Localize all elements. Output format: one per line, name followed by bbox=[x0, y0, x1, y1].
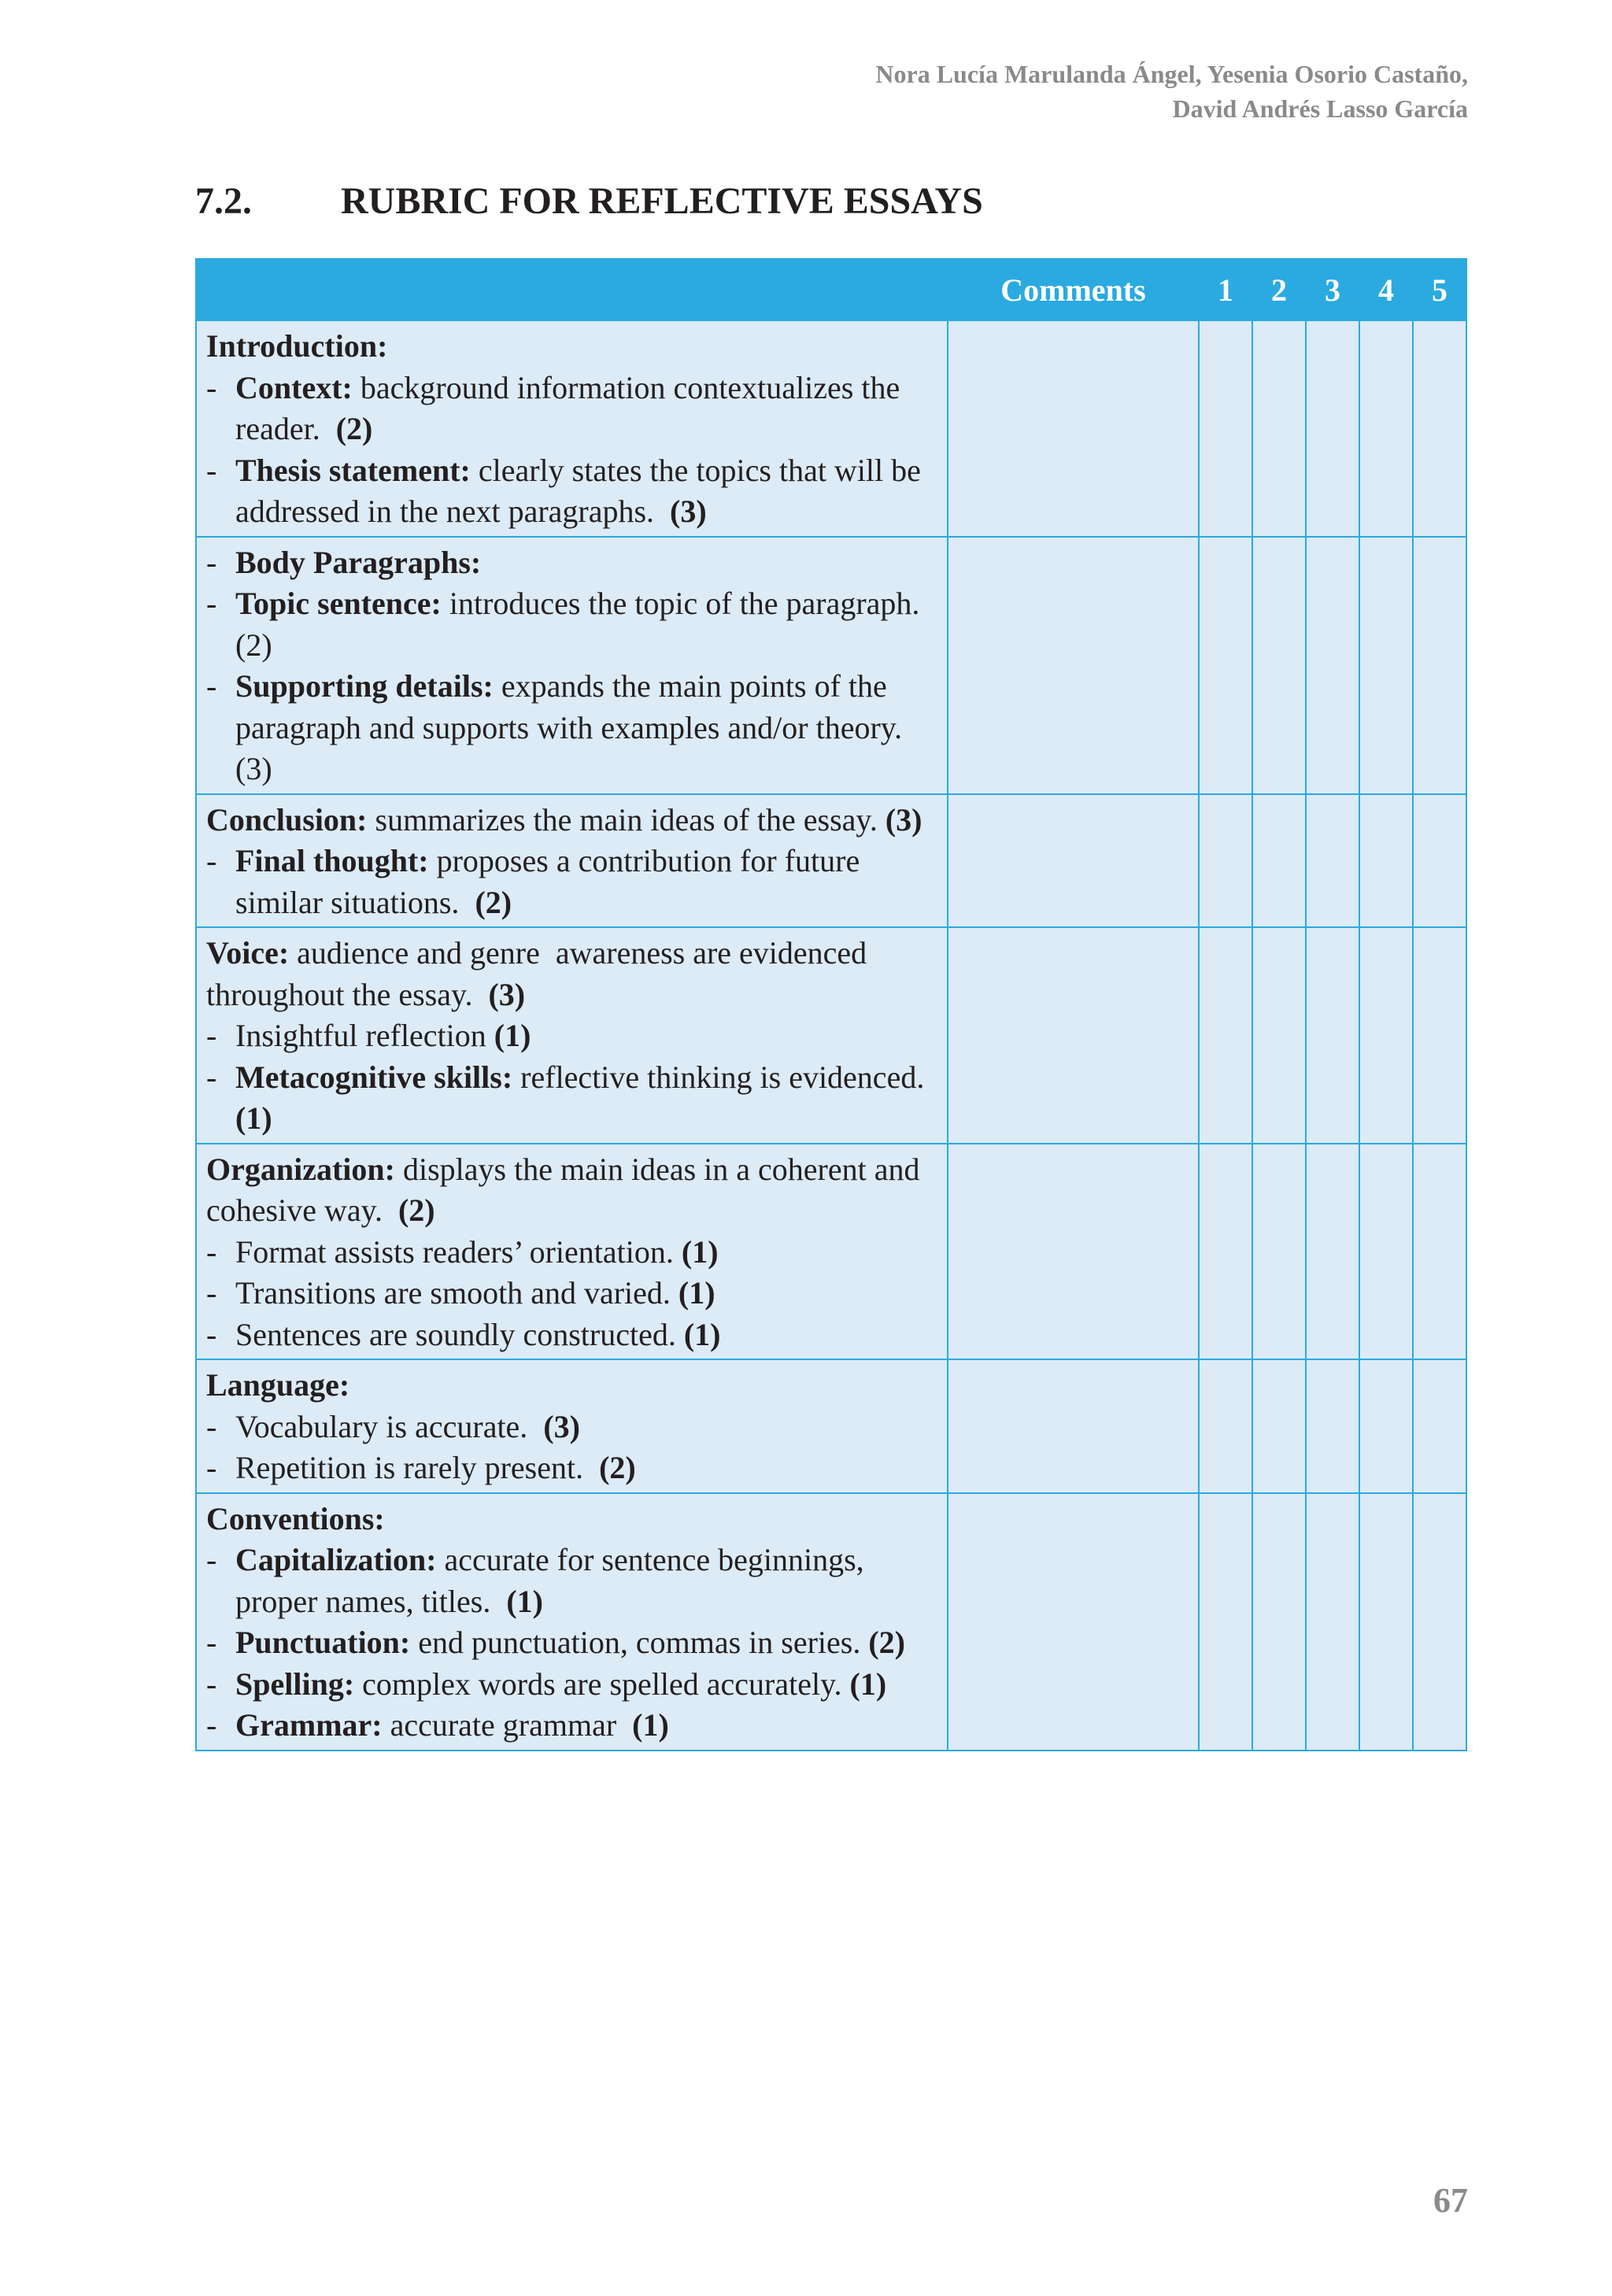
criterion-points: (3) bbox=[543, 1408, 580, 1444]
section-title: RUBRIC FOR REFLECTIVE ESSAYS bbox=[341, 180, 983, 222]
criterion-points: (3) bbox=[885, 801, 922, 837]
running-header bbox=[875, 57, 1468, 126]
criterion-text: displays the main ideas in a coherent and cohesive way. bbox=[206, 1151, 928, 1228]
criterion-text: Format assists readers’ orientation. bbox=[235, 1233, 682, 1270]
score-cell-5[interactable] bbox=[1413, 927, 1466, 1144]
criterion-label: Organization: bbox=[206, 1151, 395, 1187]
criterion-points: (2) bbox=[475, 884, 512, 920]
table-row bbox=[196, 1144, 1466, 1360]
score-cell-1[interactable] bbox=[1199, 320, 1252, 537]
criterion-item bbox=[206, 368, 937, 450]
criterion-item bbox=[206, 1664, 937, 1706]
table-row bbox=[196, 320, 1466, 537]
criterion-cell bbox=[196, 794, 948, 928]
score-cell-3[interactable] bbox=[1306, 1493, 1359, 1751]
criterion-label: Conclusion: bbox=[206, 801, 368, 837]
section-number: 7.2. bbox=[195, 180, 252, 222]
score-cell-4[interactable] bbox=[1359, 927, 1413, 1144]
score-cell-1[interactable] bbox=[1199, 1493, 1252, 1751]
comments-cell[interactable] bbox=[948, 927, 1199, 1144]
criterion-label: Context: bbox=[235, 369, 353, 405]
comments-cell[interactable] bbox=[948, 1359, 1199, 1493]
criterion-points: (1) bbox=[849, 1666, 887, 1702]
criterion-label: Conventions: bbox=[206, 1500, 385, 1536]
criterion-label: Spelling: bbox=[235, 1666, 355, 1702]
criterion-item bbox=[206, 583, 937, 666]
table-header-row bbox=[196, 259, 1466, 320]
criterion-heading bbox=[206, 1365, 937, 1407]
score-cell-4[interactable] bbox=[1359, 320, 1413, 537]
score-cell-1[interactable] bbox=[1199, 927, 1252, 1144]
criterion-item bbox=[206, 1540, 937, 1622]
score-cell-4[interactable] bbox=[1359, 1359, 1413, 1493]
criterion-label: Supporting details: bbox=[235, 668, 494, 704]
criterion-cell bbox=[196, 1144, 948, 1360]
criterion-text: introduces the topic of the paragraph. (2) bbox=[235, 586, 936, 663]
score-cell-5[interactable] bbox=[1413, 1359, 1466, 1493]
criterion-heading bbox=[206, 800, 937, 841]
score-cell-3[interactable] bbox=[1306, 927, 1359, 1144]
comments-cell[interactable] bbox=[948, 1144, 1199, 1360]
criterion-cell bbox=[196, 320, 948, 537]
score-cell-2[interactable] bbox=[1252, 537, 1306, 794]
criterion-heading bbox=[206, 933, 937, 1015]
criterion-label: Voice: bbox=[206, 935, 290, 971]
criterion-points: (1) bbox=[681, 1233, 719, 1270]
criterion-heading bbox=[206, 326, 937, 368]
comments-cell[interactable] bbox=[948, 320, 1199, 537]
criterion-heading bbox=[206, 1499, 937, 1540]
criterion-points: (1) bbox=[506, 1583, 543, 1619]
score-header-3: 3 bbox=[1306, 259, 1359, 320]
criterion-item bbox=[206, 1273, 937, 1314]
criterion-item bbox=[206, 1314, 937, 1356]
score-header-2: 2 bbox=[1252, 259, 1306, 320]
criterion-label: Final thought: bbox=[235, 843, 429, 878]
criterion-points: (3) bbox=[670, 494, 707, 529]
score-cell-5[interactable] bbox=[1413, 320, 1466, 537]
score-cell-2[interactable] bbox=[1252, 1144, 1306, 1360]
score-cell-5[interactable] bbox=[1413, 537, 1466, 794]
score-cell-4[interactable] bbox=[1359, 1144, 1413, 1360]
score-cell-1[interactable] bbox=[1199, 1359, 1252, 1493]
criterion-label: Grammar: bbox=[235, 1707, 383, 1743]
criterion-text: accurate for sentence beginnings, proper names, titles. bbox=[235, 1542, 872, 1619]
score-cell-3[interactable] bbox=[1306, 537, 1359, 794]
score-cell-3[interactable] bbox=[1306, 1359, 1359, 1493]
criterion-item bbox=[206, 1622, 937, 1664]
score-cell-4[interactable] bbox=[1359, 794, 1413, 928]
criterion-label: Language: bbox=[206, 1367, 350, 1403]
comments-cell[interactable] bbox=[948, 794, 1199, 928]
criterion-item bbox=[206, 841, 937, 923]
criterion-item bbox=[206, 666, 937, 790]
criterion-text: Vocabulary is accurate. bbox=[235, 1408, 544, 1444]
criterion-text: end punctuation, commas in series. bbox=[410, 1625, 869, 1660]
criterion-item bbox=[206, 450, 937, 533]
rubric-body bbox=[196, 320, 1466, 1751]
criterion-label: Metacognitive skills: bbox=[235, 1059, 513, 1095]
score-header-5: 5 bbox=[1413, 259, 1466, 320]
score-cell-1[interactable] bbox=[1199, 537, 1252, 794]
criterion-label: Capitalization: bbox=[235, 1542, 437, 1577]
score-cell-5[interactable] bbox=[1413, 1144, 1466, 1360]
criterion-item bbox=[206, 1407, 937, 1448]
comments-cell[interactable] bbox=[948, 1493, 1199, 1751]
criterion-text: proposes a contribution for future similar situations. bbox=[235, 843, 868, 920]
score-cell-3[interactable] bbox=[1306, 1144, 1359, 1360]
criterion-text: audience and genre awareness are evidenced throughout the essay. bbox=[206, 935, 875, 1012]
criterion-item bbox=[206, 1232, 937, 1274]
criterion-text: Insightful reflection bbox=[235, 1018, 494, 1053]
score-cell-5[interactable] bbox=[1413, 794, 1466, 928]
criterion-label: Punctuation: bbox=[235, 1625, 411, 1660]
criterion-item bbox=[206, 542, 937, 584]
table-row bbox=[196, 927, 1466, 1144]
comments-header: Comments bbox=[948, 259, 1199, 320]
criterion-points: (1) bbox=[235, 1100, 272, 1136]
score-cell-3[interactable] bbox=[1306, 320, 1359, 537]
table-row bbox=[196, 794, 1466, 928]
criterion-cell bbox=[196, 1359, 948, 1493]
criterion-text: Transitions are smooth and varied. bbox=[235, 1275, 678, 1311]
score-cell-3[interactable] bbox=[1306, 794, 1359, 928]
criterion-text: background information contextualizes the reader. bbox=[235, 369, 908, 446]
score-cell-1[interactable] bbox=[1199, 1144, 1252, 1360]
criterion-text: Sentences are soundly constructed. bbox=[235, 1316, 684, 1352]
table-row bbox=[196, 1359, 1466, 1493]
score-cell-2[interactable] bbox=[1252, 927, 1306, 1144]
page-number: 67 bbox=[1433, 2181, 1468, 2220]
comments-cell[interactable] bbox=[948, 537, 1199, 794]
criterion-cell bbox=[196, 537, 948, 794]
criterion-label: Body Paragraphs: bbox=[235, 544, 482, 580]
score-cell-2[interactable] bbox=[1252, 1493, 1306, 1751]
criterion-label: Introduction: bbox=[206, 328, 388, 364]
authors-line-2: David Andrés Lasso García bbox=[1172, 94, 1468, 123]
score-cell-1[interactable] bbox=[1199, 794, 1252, 928]
criterion-points: (2) bbox=[335, 411, 373, 446]
criterion-points: (1) bbox=[494, 1018, 531, 1053]
score-cell-5[interactable] bbox=[1413, 1493, 1466, 1751]
authors-line-1: Nora Lucía Marulanda Ángel, Yesenia Osorio Castaño, bbox=[875, 60, 1468, 88]
criterion-text: clearly states the topics that will be addressed in the next paragraphs. bbox=[235, 452, 929, 529]
score-cell-2[interactable] bbox=[1252, 1359, 1306, 1493]
score-header-4: 4 bbox=[1359, 259, 1413, 320]
criterion-label: Topic sentence: bbox=[235, 586, 442, 621]
criterion-heading bbox=[206, 1149, 937, 1232]
criterion-points: (1) bbox=[678, 1275, 715, 1311]
rubric-table bbox=[195, 258, 1467, 1751]
criterion-points: (2) bbox=[599, 1450, 636, 1485]
criterion-text: reflective thinking is evidenced. bbox=[512, 1059, 941, 1095]
criterion-item bbox=[206, 1015, 937, 1057]
score-header-1: 1 bbox=[1199, 259, 1252, 320]
table-row bbox=[196, 537, 1466, 794]
criterion-text: accurate grammar bbox=[382, 1707, 633, 1743]
criterion-item bbox=[206, 1705, 937, 1747]
score-cell-4[interactable] bbox=[1359, 537, 1413, 794]
criterion-text: Repetition is rarely present. bbox=[235, 1450, 600, 1485]
criterion-points: (1) bbox=[632, 1707, 669, 1743]
criterion-text: expands the main points of the paragraph and supports with examples and/or theory. (3) bbox=[235, 668, 919, 786]
criterion-cell bbox=[196, 927, 948, 1144]
score-cell-2[interactable] bbox=[1252, 320, 1306, 537]
criterion-points: (2) bbox=[397, 1192, 435, 1228]
criterion-text: complex words are spelled accurately. bbox=[354, 1666, 850, 1702]
criteria-header bbox=[196, 259, 948, 320]
table-row bbox=[196, 1493, 1466, 1751]
criterion-item bbox=[206, 1447, 937, 1489]
criterion-label: Thesis statement: bbox=[235, 452, 471, 488]
criterion-points: (2) bbox=[868, 1625, 905, 1660]
score-cell-2[interactable] bbox=[1252, 794, 1306, 928]
criterion-points: (3) bbox=[488, 976, 526, 1012]
criterion-item bbox=[206, 1057, 941, 1140]
section-heading bbox=[195, 178, 983, 225]
criterion-text: summarizes the main ideas of the essay. bbox=[367, 801, 885, 837]
score-cell-4[interactable] bbox=[1359, 1493, 1413, 1751]
criterion-points: (1) bbox=[683, 1316, 721, 1352]
criterion-cell bbox=[196, 1493, 948, 1751]
